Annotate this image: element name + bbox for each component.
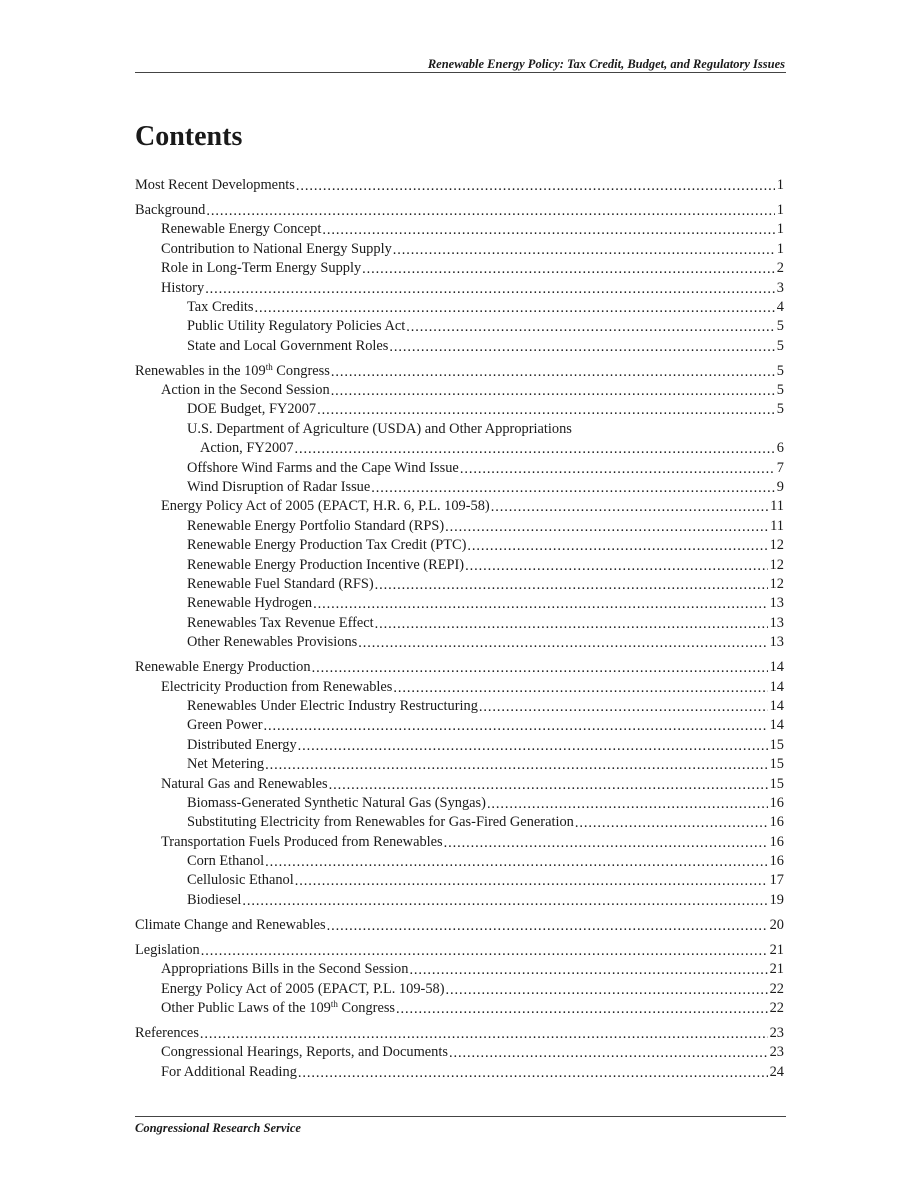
toc-entry-text: Action in the Second Session	[161, 382, 330, 399]
toc-entry-label	[187, 595, 313, 611]
toc-entry[interactable]	[135, 497, 784, 516]
toc-entry-text: Natural Gas and Renewables	[161, 775, 328, 792]
toc-entry-page: 6	[775, 439, 784, 458]
toc-entry-page: 5	[775, 337, 784, 356]
toc-entry[interactable]	[135, 697, 784, 716]
toc-entry-label	[187, 557, 465, 573]
toc-entry[interactable]	[135, 279, 784, 298]
toc-entry-page: 15	[768, 755, 784, 774]
toc-entry[interactable]	[135, 999, 784, 1018]
toc-entry-page: 4	[775, 298, 784, 317]
toc-entry-page: 15	[768, 736, 784, 755]
toc-entry-text: Contribution to National Energy Supply	[161, 240, 392, 257]
toc-entry[interactable]	[135, 891, 784, 910]
toc-entry-page: 15	[768, 775, 784, 794]
toc-entry-label	[161, 961, 409, 977]
toc-entry[interactable]	[135, 775, 784, 794]
toc-entry-text: Substituting Electricity from Renewables for Gas-Fired Generation	[187, 814, 574, 831]
toc-entry-text: Appropriations Bills in the Second Session	[161, 961, 409, 978]
toc-entry-text: Background	[135, 201, 206, 218]
toc-entry-label	[135, 177, 296, 193]
toc-entry-label	[200, 440, 295, 456]
toc-entry-label	[161, 280, 205, 296]
toc-entry-superscript: th	[265, 361, 273, 372]
header-rule	[135, 72, 786, 73]
toc-entry-label	[161, 260, 362, 276]
toc-entry-page: 20	[768, 916, 784, 935]
toc-entry[interactable]	[135, 852, 784, 871]
toc-entry-label	[187, 634, 358, 650]
toc-entry-text: Wind Disruption of Radar Issue	[187, 479, 371, 496]
toc-entry-label	[135, 917, 327, 933]
toc-entry-page: 9	[775, 478, 784, 497]
toc-entry-label	[187, 892, 242, 908]
toc-entry-text: Other Public Laws of the 109	[161, 999, 331, 1016]
toc-entry-page: 1	[775, 240, 784, 259]
toc-entry[interactable]	[135, 536, 784, 555]
toc-entry[interactable]	[135, 298, 784, 317]
toc-entry-page: 12	[768, 575, 784, 594]
toc-entry[interactable]	[135, 259, 784, 278]
toc-entry-page: 19	[768, 891, 784, 910]
toc-entry-suffix: Congress	[272, 362, 330, 379]
toc-entry-label	[187, 737, 298, 753]
toc-entry[interactable]	[135, 1063, 784, 1082]
toc-entry-label	[161, 981, 446, 997]
toc-entry[interactable]	[135, 337, 784, 356]
toc-entry[interactable]	[135, 400, 784, 419]
toc-entry-label	[161, 679, 393, 695]
toc-entry-text: Net Metering	[187, 756, 265, 773]
toc-entry[interactable]	[135, 633, 784, 652]
toc-entry-label	[135, 363, 331, 379]
toc-entry[interactable]	[135, 517, 784, 536]
footer-rule	[135, 1116, 786, 1117]
toc-entry-text: Distributed Energy	[187, 736, 297, 753]
toc-entry-page: 16	[768, 813, 784, 832]
toc-entry-page: 1	[775, 220, 784, 239]
toc-entry-label	[187, 518, 445, 534]
toc-entry-label	[161, 382, 331, 398]
toc-entry-text: Offshore Wind Farms and the Cape Wind Issue	[187, 459, 459, 476]
toc-entry-text: Tax Credits	[187, 298, 254, 315]
toc-entry-text: Congressional Hearings, Reports, and Documents	[161, 1044, 448, 1061]
toc-entry-page: 7	[775, 459, 784, 478]
toc-entry-text: Role in Long-Term Energy Supply	[161, 260, 362, 277]
toc-entry-page: 24	[768, 1063, 784, 1082]
page-title: Contents	[135, 121, 243, 152]
toc-entry-label	[135, 659, 312, 675]
running-header: Renewable Energy Policy: Tax Credit, Budget, and Regulatory Issues	[427, 57, 785, 71]
toc-entry-label	[187, 756, 265, 772]
toc-entry[interactable]	[135, 201, 784, 220]
toc-entry[interactable]	[135, 176, 784, 195]
toc-entry-page: 5	[775, 381, 784, 400]
toc-entry-label	[187, 318, 406, 334]
toc-entry[interactable]	[135, 658, 784, 677]
toc-entry[interactable]	[135, 794, 784, 813]
toc-entry-text: Most Recent Developments	[135, 177, 295, 193]
toc-entry-page: 23	[768, 1043, 784, 1062]
toc-entry-text: Renewables in the 109	[135, 362, 266, 379]
toc-entry-label	[187, 576, 375, 592]
toc-entry-page: 23	[768, 1024, 784, 1043]
toc-entry-label	[187, 421, 573, 437]
toc-entry-suffix: Congress	[337, 999, 396, 1016]
toc-entry-label	[187, 853, 265, 869]
toc-entry[interactable]	[135, 478, 784, 497]
toc-entry-page: 11	[768, 517, 784, 536]
toc-entry-page: 22	[768, 980, 784, 999]
toc-entry-text: Renewable Energy Production Incentive (REPI)	[187, 556, 465, 573]
toc-entry-label	[187, 460, 460, 476]
toc-entry-page: 17	[768, 871, 784, 890]
toc-entry-label	[187, 299, 255, 315]
toc-entry[interactable]	[135, 556, 784, 575]
toc-entry-label	[161, 1064, 298, 1080]
toc-entry-text: Renewable Energy Portfolio Standard (RPS)	[187, 517, 445, 534]
toc-entry[interactable]	[135, 575, 784, 594]
toc-entry[interactable]	[135, 833, 784, 852]
toc-entry[interactable]	[135, 362, 784, 381]
toc-entry-page: 5	[775, 362, 784, 381]
toc-entry[interactable]	[135, 871, 784, 890]
toc-entry-label	[187, 795, 487, 811]
toc-entry-page: 16	[768, 794, 784, 813]
toc-entry[interactable]	[135, 736, 784, 755]
toc-entry-page: 13	[768, 633, 784, 652]
toc-entry-text: Other Renewables Provisions	[187, 634, 358, 651]
toc-entry-superscript: th	[330, 998, 338, 1009]
toc-entry-text: References	[135, 1024, 199, 1041]
toc-entry-page: 21	[768, 960, 784, 979]
toc-entry-label	[187, 814, 575, 830]
toc-entry-label	[135, 202, 206, 218]
toc-entry-label	[161, 1000, 396, 1016]
toc-entry-text: History	[161, 279, 205, 296]
toc-entry-label	[161, 241, 393, 257]
footer-publisher: Congressional Research Service	[135, 1121, 301, 1135]
toc-entry[interactable]	[135, 716, 784, 735]
toc-entry-page: 16	[768, 833, 784, 852]
toc-entry-text: Climate Change and Renewables	[135, 916, 326, 933]
toc-entry-label	[161, 776, 329, 792]
toc-entry-text: U.S. Department of Agriculture (USDA) and Other Appropriations	[187, 420, 572, 437]
toc-entry-label	[187, 698, 479, 714]
toc-entry-text: Renewable Energy Production Tax Credit (PTC)	[187, 537, 467, 554]
toc-entry-page: 14	[768, 658, 784, 677]
toc-entry[interactable]	[135, 220, 784, 239]
toc-entry-text: Biomass-Generated Synthetic Natural Gas (Syngas)	[187, 794, 486, 811]
toc-entry[interactable]	[135, 813, 784, 832]
toc-entry-text: Corn Ethanol	[187, 853, 265, 870]
toc-entry[interactable]	[135, 381, 784, 400]
toc-entry-label	[187, 338, 389, 354]
toc-entry-label	[187, 537, 467, 553]
toc-entry-page: 12	[768, 556, 784, 575]
toc-entry-label	[187, 615, 375, 631]
toc-entry-label	[187, 717, 264, 733]
toc-entry-text: Renewable Energy Concept	[161, 221, 322, 238]
toc-entry[interactable]	[135, 594, 784, 613]
toc-entry-text: Biodiesel	[187, 891, 242, 908]
toc-entry[interactable]	[135, 420, 784, 439]
table-of-contents	[135, 176, 784, 1082]
toc-entry-text: Renewable Fuel Standard (RFS)	[187, 576, 374, 592]
toc-entry-label	[187, 872, 295, 888]
toc-entry[interactable]	[135, 1024, 784, 1043]
toc-entry-page: 3	[775, 279, 784, 298]
toc-entry-page: 13	[768, 594, 784, 613]
toc-entry-text: Cellulosic Ethanol	[187, 872, 294, 889]
toc-entry[interactable]	[135, 614, 784, 633]
toc-entry-page: 2	[775, 259, 784, 278]
toc-entry-label	[161, 221, 322, 237]
toc-entry-label	[187, 401, 317, 417]
toc-entry-text: Green Power	[187, 717, 263, 734]
toc-entry[interactable]	[135, 1043, 784, 1062]
toc-entry-text: Transportation Fuels Produced from Renewables	[161, 833, 443, 850]
toc-entry-text: Renewables Tax Revenue Effect	[187, 614, 374, 631]
toc-entry-page: 16	[768, 852, 784, 871]
toc-entry[interactable]	[135, 678, 784, 697]
toc-entry-label	[161, 498, 491, 514]
toc-entry-text: DOE Budget, FY2007	[187, 401, 317, 418]
toc-entry-page: 11	[768, 497, 784, 516]
toc-entry[interactable]	[135, 755, 784, 774]
toc-entry-label	[135, 1025, 200, 1041]
toc-entry-text: Renewable Hydrogen	[187, 595, 313, 612]
toc-entry-text: For Additional Reading	[161, 1063, 297, 1080]
toc-entry-label	[187, 479, 371, 495]
toc-entry[interactable]	[135, 439, 784, 458]
toc-entry-page: 13	[768, 614, 784, 633]
toc-entry-page: 14	[768, 678, 784, 697]
toc-entry-text: State and Local Government Roles	[187, 337, 389, 354]
toc-entry[interactable]	[135, 317, 784, 336]
toc-entry[interactable]	[135, 960, 784, 979]
toc-entry-label	[161, 1044, 449, 1060]
toc-entry-text: Renewables Under Electric Industry Restructuring	[187, 697, 478, 714]
toc-entry-label	[135, 942, 201, 958]
toc-entry[interactable]	[135, 980, 784, 999]
toc-entry-page: 21	[768, 941, 784, 960]
toc-entry-text: Public Utility Regulatory Policies Act	[187, 318, 406, 335]
toc-entry-page: 1	[775, 176, 784, 195]
toc-entry-text: Energy Policy Act of 2005 (EPACT, P.L. 109-58)	[161, 980, 445, 997]
toc-entry[interactable]	[135, 459, 784, 478]
toc-entry-page: 5	[775, 317, 784, 336]
toc-entry[interactable]	[135, 941, 784, 960]
toc-entry[interactable]	[135, 916, 784, 935]
toc-entry-text: Electricity Production from Renewables	[161, 678, 393, 695]
toc-entry-page: 5	[775, 400, 784, 419]
toc-entry-page: 12	[768, 536, 784, 555]
toc-entry-page: 14	[768, 716, 784, 735]
toc-entry[interactable]	[135, 240, 784, 259]
toc-entry-page: 14	[768, 697, 784, 716]
toc-entry-page: 22	[768, 999, 784, 1018]
toc-entry-text: Legislation	[135, 941, 200, 958]
toc-entry-text: Renewable Energy Production	[135, 659, 311, 676]
toc-entry-label	[161, 834, 444, 850]
toc-entry-text: Action, FY2007	[200, 440, 294, 457]
toc-entry-text: Energy Policy Act of 2005 (EPACT, H.R. 6, P.L. 109-58)	[161, 498, 490, 515]
toc-entry-page: 1	[775, 201, 784, 220]
